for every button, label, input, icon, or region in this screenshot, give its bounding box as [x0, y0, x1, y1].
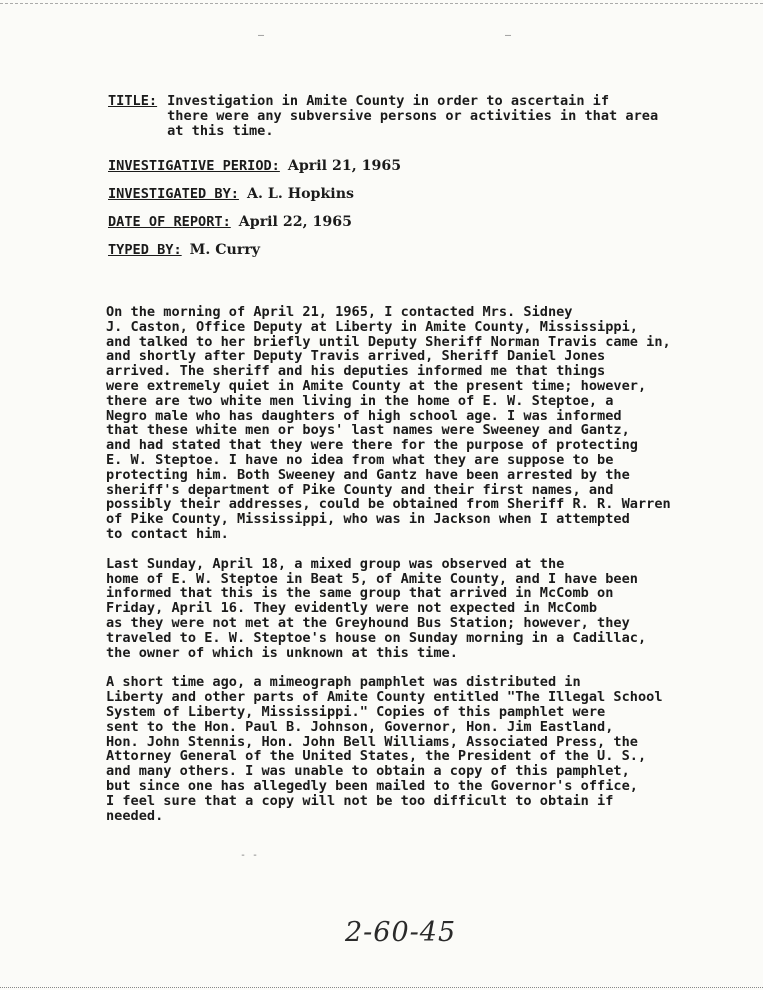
top-edge-line — [0, 3, 763, 4]
field-typed-by — [108, 243, 728, 258]
field-investigated-by — [108, 187, 728, 202]
field-value: April 22, 1965 — [238, 214, 352, 230]
bottom-edge-line — [0, 987, 763, 988]
field-date-of-report — [108, 215, 728, 230]
field-label: DATE OF REPORT: — [108, 214, 231, 230]
field-label: TYPED BY: — [108, 242, 182, 258]
field-value: M. Curry — [189, 242, 261, 258]
title-label: TITLE: — [108, 93, 158, 109]
field-value: April 21, 1965 — [287, 158, 402, 174]
field-value: A. L. Hopkins — [246, 186, 355, 202]
scan-speck: — — [258, 30, 265, 41]
handwritten-file-number: 2-60-45 — [345, 917, 457, 948]
paragraph: On the morning of April 21, 1965, I contacted Mrs. Sidney J. Caston, Office Deputy at Liberty in Amite County, Mississippi, and talked to her briefly until Deputy Sheriff Norman Travis came in, and shortly after Deputy Travis arrived, Sheriff Daniel Jones arrived. The sheriff and his deputies informed me that things were extremely quiet in Amite County at the present time; however, there are two white men living in the home of E. W. Steptoe, a Negro male who has daughters of high school age. I was informed that these white men or boys' last names were Sweeney and Gantz, and had stated that they were there for the purpose of protecting E. W. Steptoe. I have no idea from what they are suppose to be protecting him. Both Sweeney and Gantz have been arrested by the sheriff's department of Pike County and their first names, and possibly their addresses, could be obtained from Sheriff R. R. Warren of Pike County, Mississippi, who was in Jackson when I attempted to contact him. — [106, 304, 671, 542]
field-label: INVESTIGATIVE PERIOD: — [108, 158, 280, 174]
report-header — [108, 94, 728, 258]
field-investigative-period — [108, 159, 728, 174]
paragraph: Last Sunday, April 18, a mixed group was observed at the home of E. W. Steptoe in Beat 5, of Amite County, and I have been informed that this is the same group that arrived in McComb on Friday, April 16. They evidently were not expected in McComb as they were not met at the Greyhound Bus Station; however, they traveled to E. W. Steptoe's house on Sunday morning in a Cadillac, the owner of which is unknown at this time. — [106, 555, 647, 661]
scan-speck: — — [505, 30, 512, 41]
title-row — [108, 94, 728, 139]
field-label: INVESTIGATED BY: — [108, 186, 239, 202]
paragraph: A short time ago, a mimeograph pamphlet was distributed in Liberty and other parts of Amite County entitled "The Illegal School System of Liberty, Mississippi." Copies of this pamphlet were sent to the Hon. Paul B. Johnson, Governor, Hon. Jim Eastland, Hon. John Stennis, Hon. John Bell Williams, Associated Press, the Attorney General of the United States, the President of the U. S., and many others. I was unable to obtain a copy of this pamphlet, but since one has allegedly been mailed to the Governor's office, I feel sure that a copy will not be too difficult to obtain if needed. — [106, 674, 663, 824]
title-text: Investigation in Amite County in order to ascertain if there were any subversive persons or activities in that area at this time. — [167, 93, 659, 139]
scan-speck: - - — [240, 850, 259, 861]
report-body — [106, 305, 734, 823]
